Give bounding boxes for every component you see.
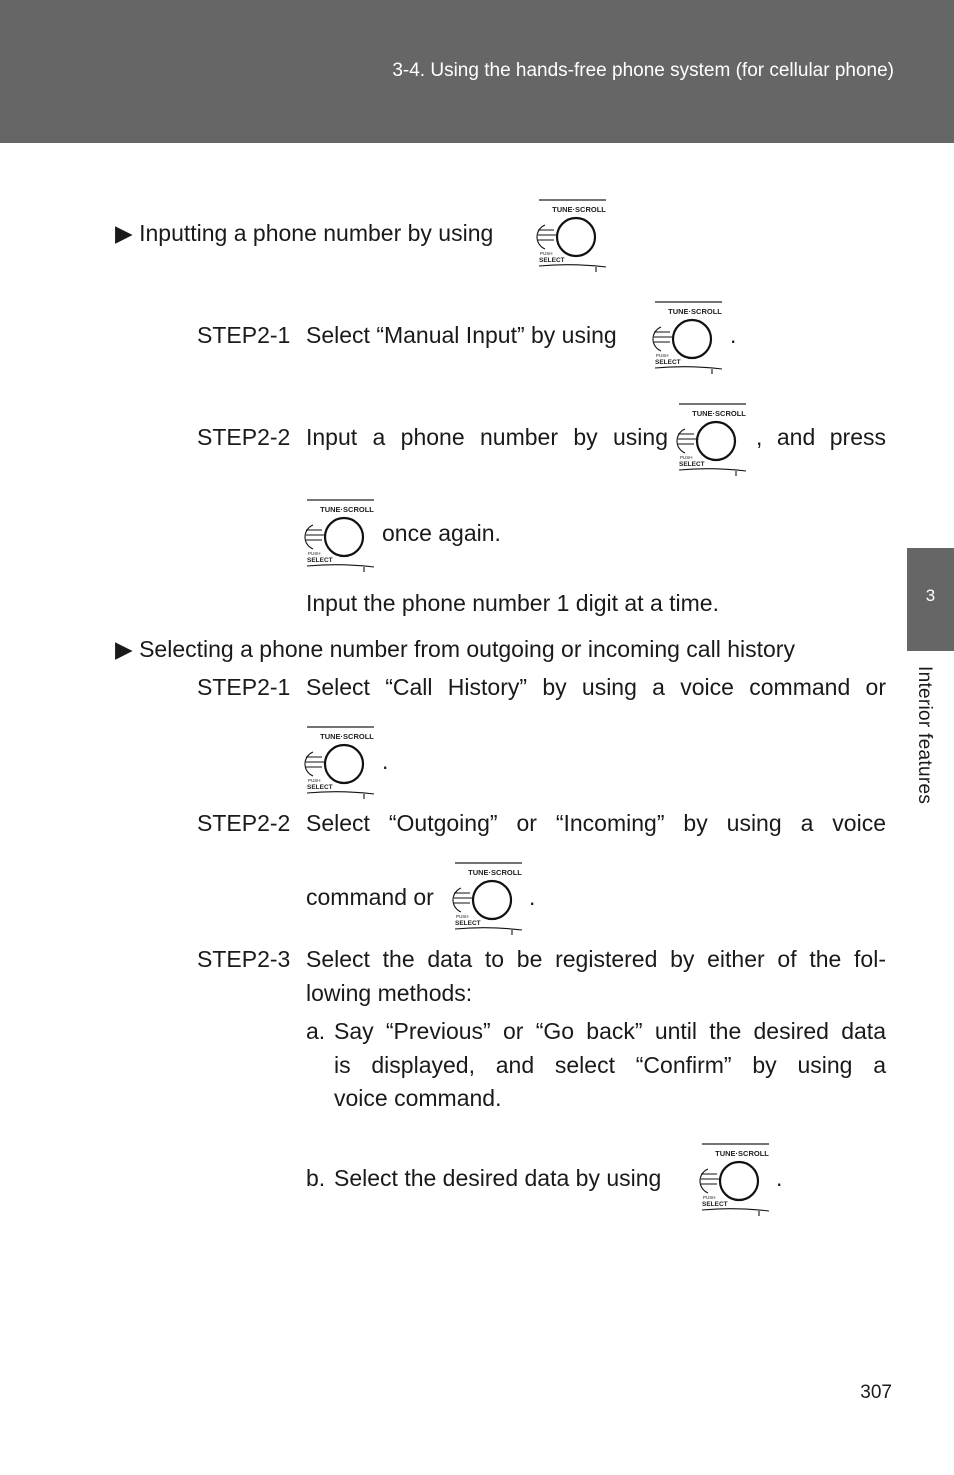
step-punct: . [730, 322, 737, 348]
knob-graphic [452, 862, 524, 936]
step-punct: . [776, 1165, 783, 1191]
tune-scroll-knob-icon [452, 862, 524, 936]
knob-select-label: SELECT [307, 784, 333, 791]
knob-push-label: PUSH [656, 353, 669, 358]
method-marker: b. [306, 1165, 326, 1191]
tune-scroll-knob-icon [304, 499, 376, 573]
bullet-icon: ▶ [115, 636, 133, 662]
knob-push-label: PUSH [308, 778, 321, 783]
knob-graphic [652, 301, 724, 375]
bullet-icon: ▶ [115, 220, 133, 246]
knob-select-label: SELECT [307, 557, 333, 564]
knob-top-label: TUNE·SCROLL [668, 307, 722, 316]
header-bar [0, 0, 954, 143]
knob-top-label: TUNE·SCROLL [552, 205, 606, 214]
knob-select-label: SELECT [702, 1201, 728, 1208]
step-text: Select “Outgoing” or “Incoming” by using a voice [306, 810, 886, 836]
knob-graphic [676, 403, 748, 477]
section-heading-call-history: ▶ Selecting a phone number from outgoing or incoming call history [115, 636, 795, 662]
method-text: is displayed, and select “Confirm” by using a [334, 1052, 886, 1078]
knob-push-label: PUSH [308, 551, 321, 556]
knob-top-label: TUNE·SCROLL [692, 409, 746, 418]
tune-scroll-knob-icon [676, 403, 748, 477]
page-number: 307 [860, 1382, 892, 1403]
step-text: Input a phone number by using [306, 424, 668, 450]
step-label: STEP2-1 [197, 674, 291, 700]
step-text-cont: lowing methods: [306, 980, 473, 1006]
step-note: Input the phone number 1 digit at a time. [306, 590, 719, 616]
chapter-number: 3 [925, 586, 936, 605]
method-text: Select the desired data by using [334, 1165, 662, 1191]
knob-top-label: TUNE·SCROLL [320, 505, 374, 514]
step-text-cont: once again. [382, 520, 501, 546]
method-marker: a. [306, 1018, 326, 1044]
knob-select-label: SELECT [655, 359, 681, 366]
section-heading-inputting: ▶ Inputting a phone number by using [115, 220, 494, 246]
knob-graphic [304, 499, 376, 573]
step-punct: . [382, 748, 389, 774]
step-text-cont: command or [306, 884, 434, 910]
knob-push-label: PUSH [703, 1195, 716, 1200]
knob-push-label: PUSH [540, 251, 553, 256]
knob-graphic [304, 726, 376, 800]
step-text-after: , and press [756, 424, 886, 450]
knob-push-label: PUSH [680, 455, 693, 460]
chapter-tab [907, 548, 954, 651]
knob-top-label: TUNE·SCROLL [468, 868, 522, 877]
knob-select-label: SELECT [679, 461, 705, 468]
step-label: STEP2-3 [197, 946, 291, 972]
tune-scroll-knob-icon [652, 301, 724, 375]
tune-scroll-knob-icon [699, 1143, 771, 1217]
knob-graphic [536, 199, 608, 273]
tune-scroll-knob-icon [304, 726, 376, 800]
chapter-label: Interior features [914, 666, 935, 805]
step-label: STEP2-1 [197, 322, 291, 348]
method-text: Say “Previous” or “Go back” until the desired data [334, 1018, 886, 1044]
knob-select-label: SELECT [539, 257, 565, 264]
step-text: Select the data to be registered by either of the fol- [306, 946, 886, 972]
section-title: 3-4. Using the hands-free phone system (for cellular phone) [392, 60, 894, 81]
knob-top-label: TUNE·SCROLL [715, 1149, 769, 1158]
knob-graphic [699, 1143, 771, 1217]
knob-top-label: TUNE·SCROLL [320, 732, 374, 741]
knob-select-label: SELECT [455, 920, 481, 927]
tune-scroll-knob-icon [536, 199, 608, 273]
step-text: Select “Manual Input” by using [306, 322, 617, 348]
step-punct: . [529, 884, 536, 910]
step-text: Select “Call History” by using a voice command or [306, 674, 886, 700]
knob-push-label: PUSH [456, 914, 469, 919]
step-label: STEP2-2 [197, 810, 291, 836]
method-text: voice command. [334, 1085, 502, 1111]
step-label: STEP2-2 [197, 424, 291, 450]
